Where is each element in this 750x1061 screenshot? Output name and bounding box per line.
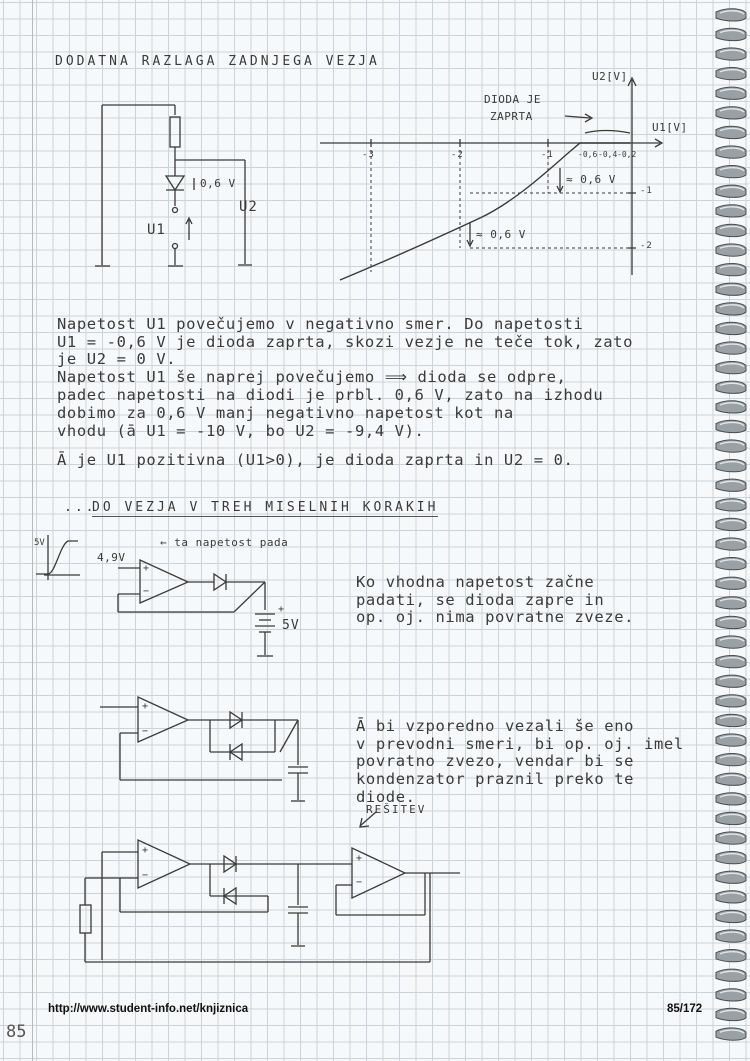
spiral-ring [716, 420, 746, 432]
spiral-ring [716, 812, 746, 824]
opamp4-plus: + [356, 853, 364, 864]
spiral-ring [716, 68, 746, 80]
spiral-ring [716, 910, 746, 922]
spiral-ring [716, 891, 746, 903]
step2-text-line-4: kondenzator praznil preko te [356, 770, 635, 789]
heading-three-steps: DO VEZJA V TREH MISELNIH KORAKIH [92, 500, 439, 515]
spiral-binding [712, 0, 750, 1061]
heading-2-prefix: ... [64, 500, 97, 515]
spiral-ring [716, 577, 746, 589]
x-axis-label: U1[V] [652, 121, 688, 134]
spiral-ring [716, 793, 746, 805]
spiral-ring [716, 87, 746, 99]
spiral-ring [716, 146, 746, 158]
spiral-ring [716, 1008, 746, 1020]
spiral-ring [716, 244, 746, 256]
corner-page-number: 85 [6, 1022, 27, 1042]
spiral-ring [716, 518, 746, 530]
paragraph-2: Ā je U1 pozitivna (U1>0), je dioda zaprta in U2 = 0. [57, 451, 574, 469]
heading-additional-explanation: DODATNA RAZLAGA ZADNJEGA VEZJA [55, 54, 380, 69]
spiral-ring [716, 107, 746, 119]
paragraph-1-line-7: vhodu (ā U1 = -10 V, bo U2 = -9,4 V). [57, 421, 425, 440]
spiral-ring [716, 460, 746, 472]
y-tick-2: -2 [640, 241, 653, 251]
spiral-ring [716, 303, 746, 315]
diode-drop-label: 0,6 V [200, 177, 236, 190]
circuit-solution [80, 812, 460, 962]
annotation-line-1: DIODA JE [484, 93, 541, 106]
step1-text [356, 556, 634, 645]
supply-plus: + [278, 604, 286, 615]
spiral-ring [716, 734, 746, 746]
spiral-ring [716, 479, 746, 491]
spiral-ring [716, 205, 746, 217]
spiral-ring [716, 597, 746, 609]
spiral-ring [716, 283, 746, 295]
spiral-ring [716, 48, 746, 60]
spiral-ring [716, 871, 746, 883]
paragraph-1-line-2: U1 = -0,6 V je dioda zaprta, skozi vezje ne teče tok, zato [57, 332, 634, 351]
opamp1-plus: + [143, 563, 151, 574]
spiral-ring [716, 362, 746, 374]
x-tick-3: -1 [541, 150, 554, 160]
spiral-ring [716, 9, 746, 21]
spiral-ring [716, 166, 746, 178]
spiral-ring [716, 930, 746, 942]
step2-text-line-1: Ā bi vzporedno vezali še eno [356, 716, 635, 735]
spiral-ring [716, 126, 746, 138]
step1-text-line-3: op. oj. nima povratne zveze. [356, 608, 635, 627]
spiral-ring [716, 28, 746, 40]
step2-text-line-5: diode. [356, 787, 416, 806]
spiral-ring [716, 616, 746, 628]
u2-label: U2 [239, 199, 258, 215]
spiral-ring [716, 832, 746, 844]
spiral-ring [716, 695, 746, 707]
drop-label-2: ≈ 0,6 V [476, 228, 526, 241]
paragraph-1-line-5: padec napetosti na diodi je prbl. 0,6 V, zato na izhodu [57, 385, 604, 404]
spiral-ring [716, 401, 746, 413]
u1-label: U1 [147, 222, 166, 238]
step2-text-line-2: v prevodni smeri, bi op. oj. imel [356, 734, 684, 753]
y-axis-label: U2[V] [592, 70, 628, 83]
y-tick-1: -1 [640, 186, 653, 196]
spiral-ring [716, 675, 746, 687]
spiral-ring [716, 322, 746, 334]
opamp3-plus: + [142, 845, 150, 856]
footer-url[interactable]: http://www.student-info.net/knjiznica [48, 1003, 249, 1015]
spiral-ring [716, 224, 746, 236]
spiral-ring [716, 773, 746, 785]
x-tick-1: -3 [362, 150, 375, 160]
spiral-ring [716, 440, 746, 452]
x-tick-2: -2 [451, 150, 464, 160]
spiral-ring [716, 538, 746, 550]
spiral-ring [716, 969, 746, 981]
footer-page-number: 85/172 [667, 1003, 703, 1015]
spiral-ring [716, 989, 746, 1001]
paragraph-1-line-1: Napetost U1 povečujemo v negativno smer. Do napetosti [57, 314, 584, 333]
step1-supply: 5V [282, 618, 300, 633]
spiral-ring [716, 381, 746, 393]
paragraph-1-line-6: dobimo za 0,6 V manj negativno napetost kot na [57, 403, 514, 422]
spiral-ring [716, 185, 746, 197]
spiral-ring [716, 636, 746, 648]
step1-note: ← ta napetost pada [160, 536, 289, 549]
spiral-ring [716, 342, 746, 354]
spiral-ring [716, 714, 746, 726]
annotation-line-2: ZAPRTA [490, 110, 533, 123]
spiral-ring [716, 754, 746, 766]
step1-text-line-2: padati, se dioda zapre in [356, 590, 605, 609]
drop-label-1: ≈ 0,6 V [566, 173, 616, 186]
step1-text-line-1: Ko vhodna napetost začne [356, 572, 595, 591]
paragraph-1 [57, 298, 633, 458]
solution-label: REŠITEV [366, 803, 427, 816]
spiral-ring [716, 1028, 746, 1040]
spiral-ring [716, 499, 746, 511]
circuit-step-1 [36, 535, 275, 656]
step1-step-label: 5V [34, 538, 45, 548]
opamp1-minus: − [143, 586, 151, 597]
opamp3-minus: − [142, 870, 150, 881]
step2-text-line-3: povratno zvezo, vendar bi se [356, 752, 635, 771]
step1-input-value: 4,9V [97, 551, 126, 564]
paragraph-1-line-3: je U2 = 0 V. [57, 350, 177, 369]
circuit-step-2 [100, 697, 308, 801]
spiral-ring [716, 950, 746, 962]
spiral-ring [716, 852, 746, 864]
x-tick-4: -0,6 [578, 150, 598, 159]
opamp4-minus: − [356, 877, 364, 888]
spiral-ring [716, 264, 746, 276]
spiral-ring [716, 656, 746, 668]
paragraph-1-line-4: Napetost U1 še naprej povečujemo ⟹ dioda se odpre, [57, 368, 567, 387]
opamp2-plus: + [142, 701, 150, 712]
x-tick-5: -0,4 [598, 150, 618, 159]
spiral-ring [716, 558, 746, 570]
opamp2-minus: − [142, 726, 150, 737]
x-tick-6: -0,2 [617, 150, 637, 159]
